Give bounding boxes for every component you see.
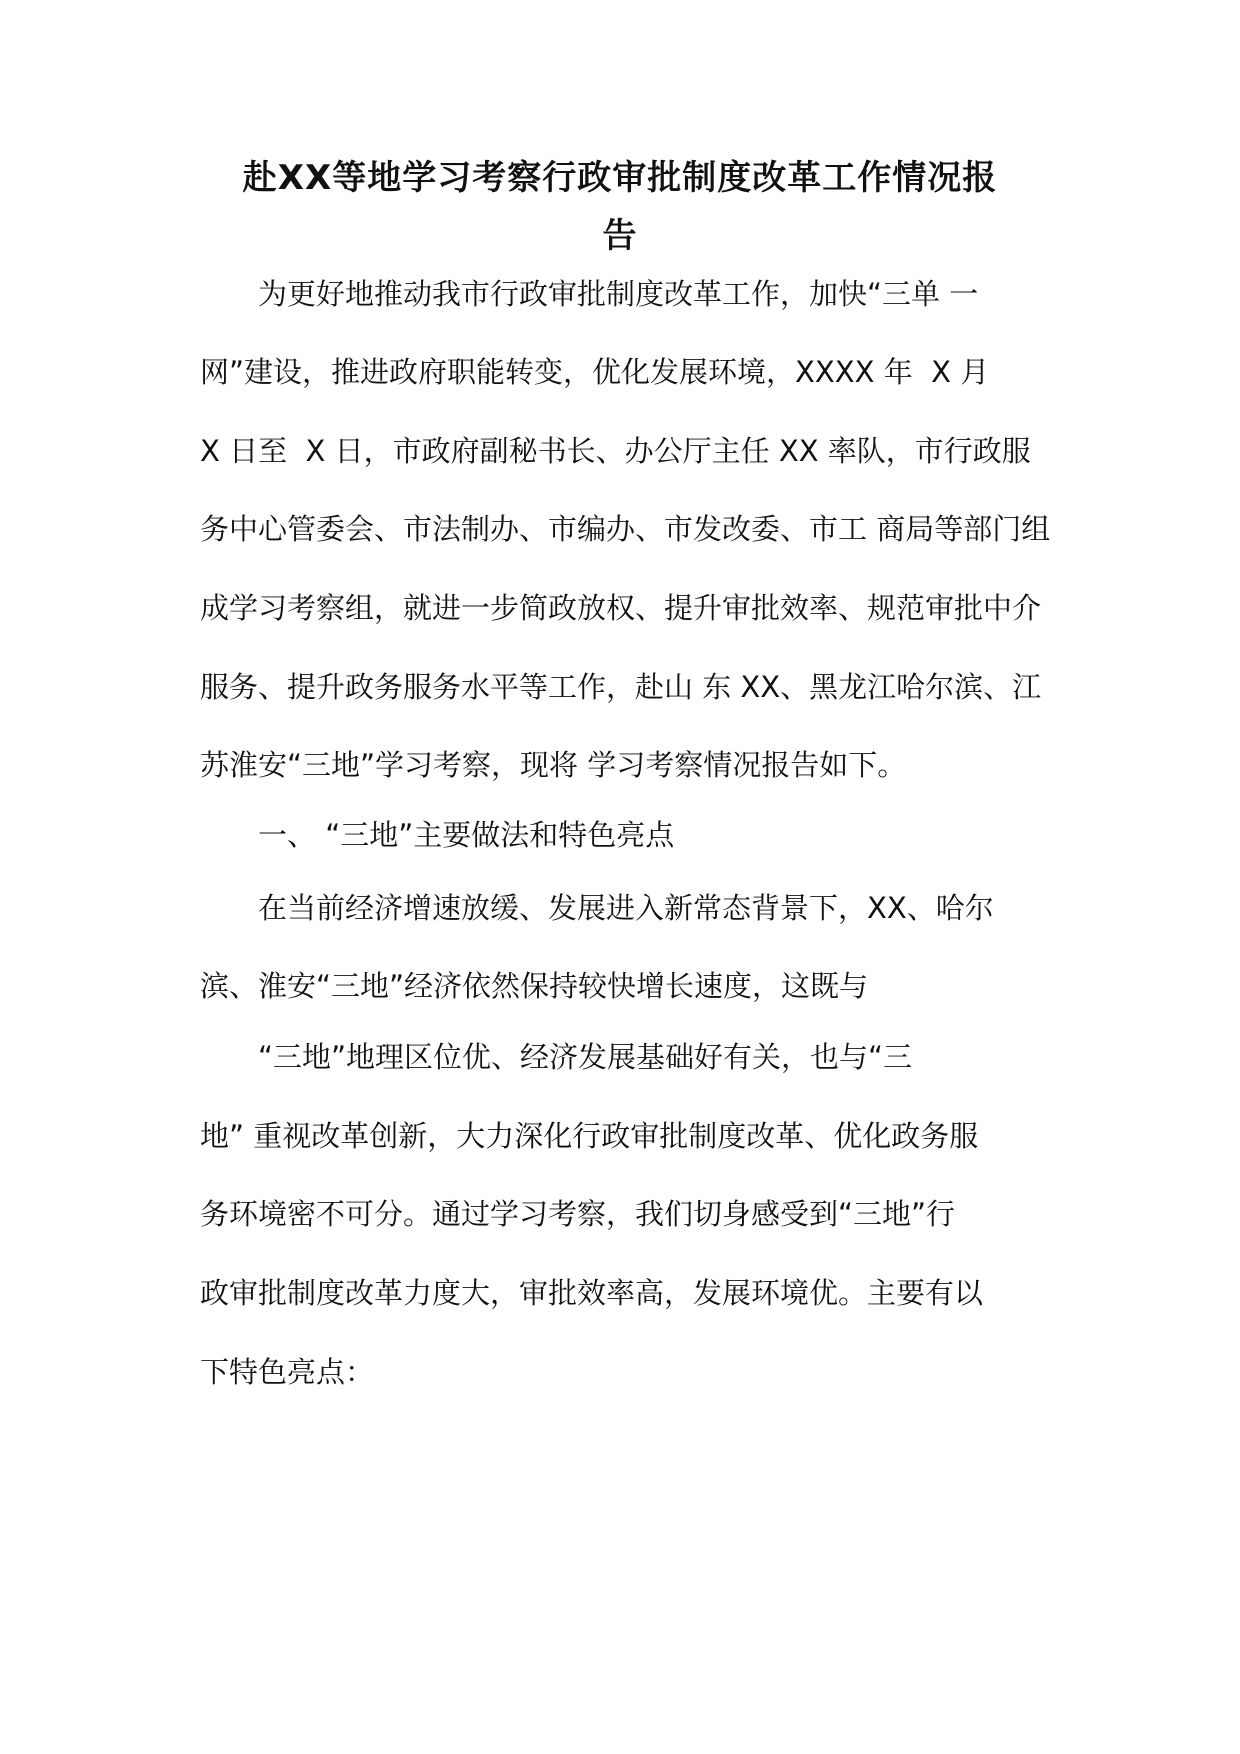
document-title-line-1: 赴XX等地学习考察行政审批制度改革工作情况报	[242, 158, 998, 198]
body-line-7: 苏淮安“三地”学习考察，现将 学习考察情况报告如下。	[200, 748, 907, 782]
body-line-14: 下特色亮点：	[200, 1355, 375, 1389]
body-line-5: 成学习考察组，就进一步简政放权、提升审批效率、规范审批中介	[200, 591, 1042, 625]
body-line-8: 在当前经济增速放缓、发展进入新常态背景下，XX、哈尔	[200, 891, 994, 925]
body-line-6: 服务、提升政务服务水平等工作，赴山 东 XX、黑龙江哈尔滨、江	[200, 670, 1042, 704]
body-line-1: 为更好地推动我市行政审批制度改革工作，加快“三单 一	[200, 277, 979, 311]
body-line-2: 网”建设，推进政府职能转变，优化发展环境，XXXX 年 X 月	[200, 355, 990, 389]
body-line-13: 政审批制度改革力度大，审批效率高，发展环境优。主要有以	[200, 1276, 984, 1310]
body-line-11: 地” 重视改革创新，大力深化行政审批制度改革、优化政务服	[200, 1119, 979, 1153]
body-line-3: X 日至 X 日，市政府副秘书长、办公厅主任 XX 率队，市行政服	[200, 434, 1031, 468]
document-title-line-2: 告	[602, 216, 638, 256]
body-line-12: 务环境密不可分。通过学习考察，我们切身感受到“三地”行	[200, 1197, 956, 1231]
body-line-9: 滨、淮安“三地”经济依然保持较快增长速度，这既与	[200, 969, 869, 1003]
body-line-10: “三地”地理区位优、经济发展基础好有关，也与“三	[200, 1040, 913, 1074]
section-heading-1: 一、 “三地”主要做法和特色亮点	[200, 818, 675, 852]
body-line-4: 务中心管委会、市法制办、市编办、市发改委、市工 商局等部门组	[200, 512, 1051, 546]
